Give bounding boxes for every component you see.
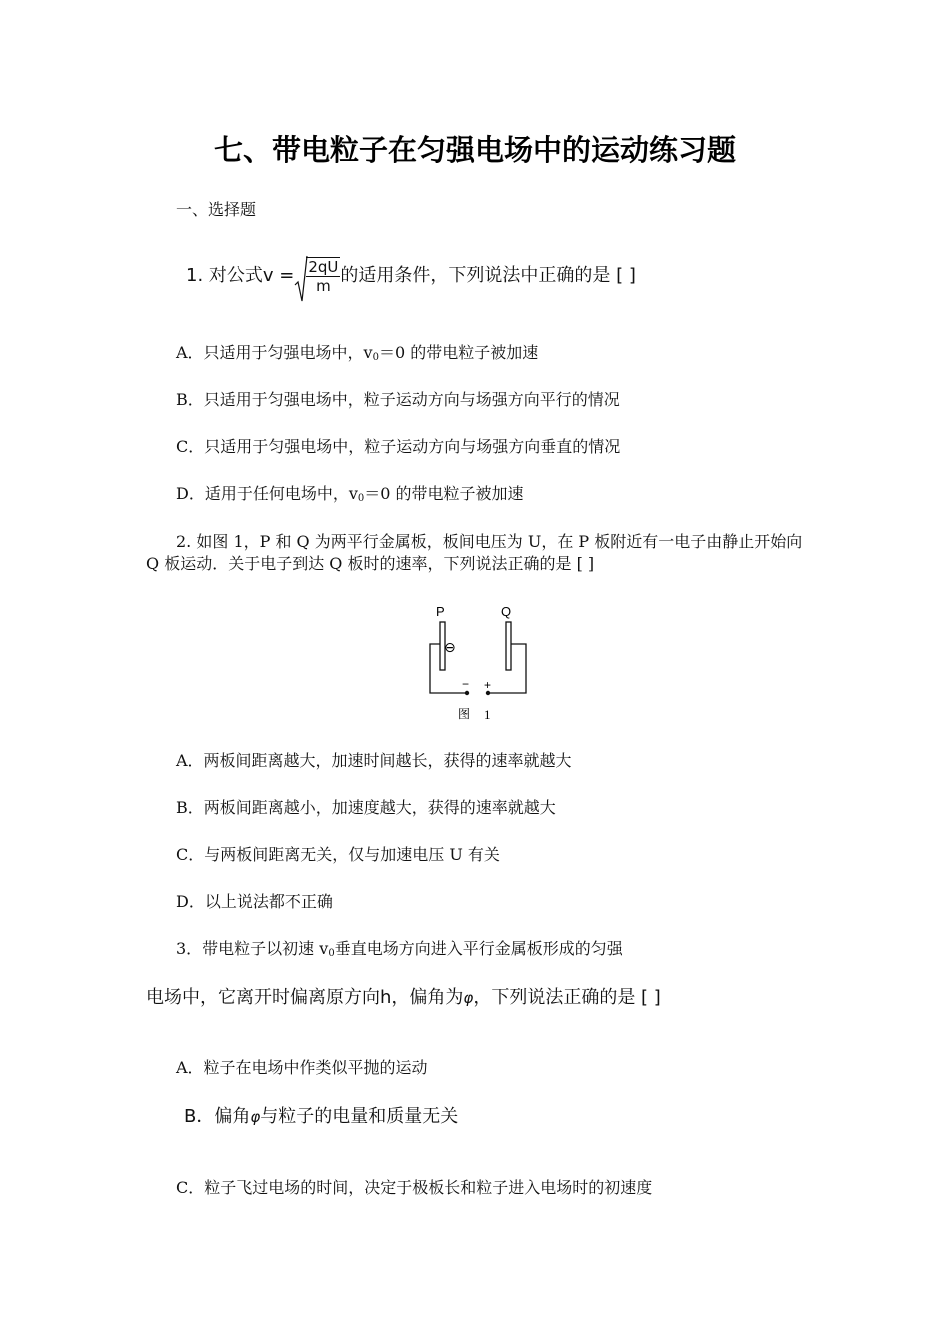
minus-sign: − [462,677,470,691]
figure-caption-number: 1 [484,707,491,722]
section-heading: 一、选择题 [176,200,257,219]
q1-option-a: A．只适用于匀强电场中，$v_0=0$ 的带电粒子被加速 [176,343,539,363]
question-3-stem-line-2: 电场中，它离开时偏离原方向h，偏角为φ，下列说法正确的是 [ ] [146,987,661,1008]
figure-1-circuit [418,600,538,726]
q3-option-b: B．偏角φ与粒子的电量和质量无关 [184,1106,459,1127]
q1-option-b: B．只适用于匀强电场中，粒子运动方向与场强方向平行的情况 [176,390,620,409]
question-1-lead: 1. 对公式v = [186,265,295,286]
q2-option-c: C．与两板间距离无关，仅与加速电压 U 有关 [176,845,500,864]
page-title: 七、带电粒子在匀强电场中的运动练习题 [213,133,736,167]
q2-option-b: B．两板间距离越小，加速度越大，获得的速率就越大 [176,798,556,817]
wire-right [490,644,526,693]
q1-option-c: C．只适用于匀强电场中，粒子运动方向与场强方向垂直的情况 [176,437,621,456]
formula-denominator: m [316,277,331,295]
sqrt-formula [294,257,340,295]
q3-option-a: A．粒子在电场中作类似平抛的运动 [176,1058,428,1077]
q2-option-d: D．以上说法都不正确 [176,892,333,911]
formula-fraction [306,258,340,295]
question-3-stem-line-1: 3．带电粒子以初速 $v_0$垂直电场方向进入平行金属板形成的匀强 [176,939,623,959]
formula-numerator: 2qU [308,258,339,276]
electron-icon: ⊖ [444,640,456,656]
question-2-stem: 2. 如图 1，P 和 Q 为两平行金属板，板间电压为 U，在 P 板附近有一电子由静止开始向 Q 板运动．关于电子到达 Q 板时的速率，下列说法正确的是 [ ] [146,532,803,573]
plus-sign: + [484,678,492,692]
phi-symbol: φ [463,989,474,1007]
q2-option-a: A．两板间距离越大，加速时间越长，获得的速率就越大 [176,751,572,770]
terminal-negative [465,691,469,695]
question-1-tail: 的适用条件，下列说法中正确的是 [ ] [340,265,636,286]
plate-q-label: Q [501,604,512,619]
figure-caption-label: 图 [458,707,471,721]
plate-p-label: P [436,604,445,619]
plate-q [506,622,511,670]
q3-option-c: C．粒子飞过电场的时间，决定于极板长和粒子进入电场时的初速度 [176,1178,653,1197]
radical-sign-icon [294,255,308,303]
question-1-stem [186,251,636,301]
q1-option-d: D．适用于任何电场中，$v_0=0$ 的带电粒子被加速 [176,484,524,504]
